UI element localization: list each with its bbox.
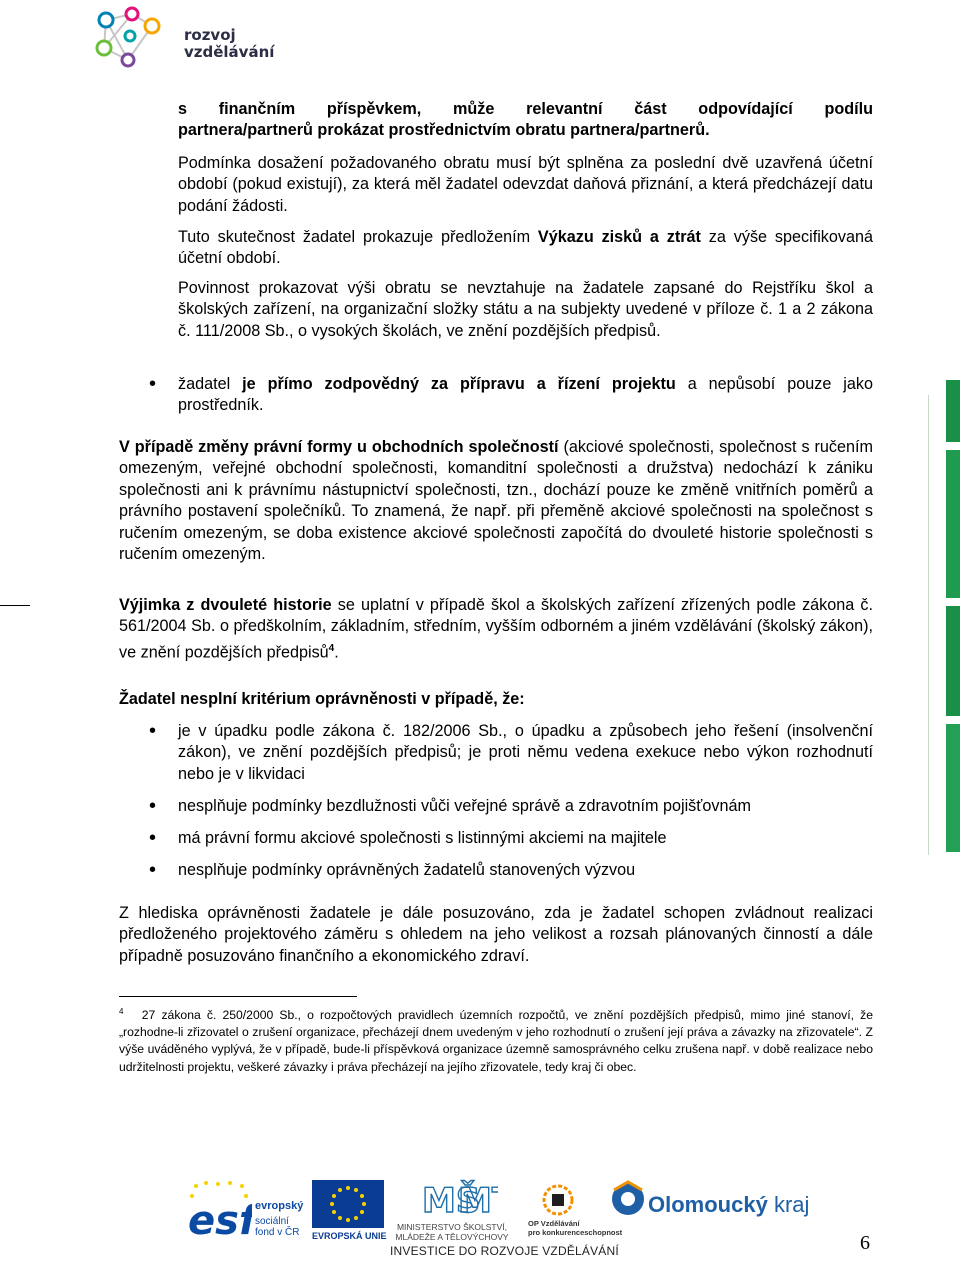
msmt-logo: [418, 1178, 498, 1220]
esf-text: [255, 1200, 303, 1212]
logo-line-rozvoj: rozvoj: [184, 26, 236, 44]
green-side-bar: [946, 724, 960, 852]
bullet-dot: •: [149, 859, 157, 881]
msmt-icon: [418, 1178, 498, 1220]
kraj-word: kraj: [773, 1192, 810, 1217]
op-text: [528, 1219, 622, 1237]
msmt-line-2: MLÁDEŽE A TĚLOVÝCHOVY: [395, 1232, 509, 1242]
paragraph-5-text-c: při přeměně akciové společnosti na společnost s ručením omezeným, se doba existence akciové společnosti započítá do dvouleté historie společnosti s ručením omezeným.: [119, 502, 874, 564]
olomoucky-kraj-icon: [610, 1180, 646, 1218]
eu-stars-icon: [312, 1180, 384, 1228]
paragraph-4-text-a: Povinnost prokazovat výši obratu se nevztahuje na žadatele zapsané do Rejstříku škol a školských zařízení, na organizační složky státu a na subjekty uvedené v příloze č. 1 a 2 zákona č. 111/2008 Sb.: [178, 279, 873, 340]
criteria-heading: Žadatel nesplní kritérium oprávněnosti v případě, že:: [119, 690, 525, 708]
op-logo: [536, 1182, 580, 1218]
footnote-text: 27 zákona č. 250/2000 Sb., o rozpočtových pravidlech územních rozpočtů, ve znění pozdějších předpisů, mimo jiné stanoví, že „rozhodne-li zřizovatel o zrušení organizace, přecházejí dnem uvedeným v jeho rozhodnutí o zrušení její práva a závazky na zřizovatele“. Z výše uváděného vyplývá, že v případě, bude-li příspěvková organizace územně samosprávného celku zrušena např. v době realizace nebo udržitelnosti projektu, veškeré závazky i práva přecházejí na jejího zřizovatele, tedy kraj či obec.: [119, 1008, 873, 1074]
bullet-text-bold: je přímo zodpovědný za přípravu a řízení projektu: [242, 375, 676, 393]
svg-text:MT: M: [458, 1181, 492, 1220]
investice-tagline: INVESTICE DO ROZVOJE VZDĚLÁVÁNÍ: [390, 1244, 619, 1258]
paragraph-2: Podmínka dosažení požadovaného obratu musí být splněna za poslední dvě uzavřená účetní období (pokud existují), za která měl žadatel odevzdat daňová přiznání, a která předcházejí datu podání žádosti.: [178, 154, 873, 215]
paragraph-1-line-2: partnera/partnerů prokázat prostřednictvím obratu partnera/partnerů.: [178, 121, 710, 139]
esf-icon: [186, 1180, 252, 1240]
op-icon: [536, 1182, 580, 1218]
bullet-dot: •: [149, 827, 157, 849]
op-line-2: pro konkurenceschopnost: [528, 1228, 623, 1237]
bullet-dot: •: [149, 720, 157, 742]
list-item: nesplňuje podmínky oprávněných žadatelů stanovených výzvou: [178, 861, 636, 879]
olomoucky-logo-mark: [610, 1180, 646, 1218]
green-side-bar: [946, 606, 960, 716]
bullet-text-a: žadatel: [178, 375, 243, 393]
op-line-1: OP Vzdělávání: [528, 1219, 580, 1228]
paragraph-7: Z hlediska oprávněnosti žadatele je dále posuzováno, zda je žadatel schopen zvládnout realizaci předloženého projektového záměru s ohledem na jeho velikost a rozsah plánovaných činností a dále případně posuzováno finančního a ekonomického zdraví.: [119, 904, 873, 965]
paragraph-6: [119, 595, 873, 664]
paragraph-5-text-b: (akciové společnosti, společnost s ručením omezeným, veřejné obchodní společnosti, komanditní společnosti a družstva) nedochází k zániku společnosti ani k právnímu nástupnictví společnosti, tzn., dochází pouze ke změně vnitřních poměrů a právního postavení společníků. To znamená, že např.: [119, 438, 874, 521]
page-number: 6: [860, 1232, 870, 1254]
network-logo-icon: [92, 6, 172, 68]
green-side-bar: [946, 380, 960, 442]
list-item: je v úpadku podle zákona č. 182/2006 Sb., o úpadku a způsobech jeho řešení (insolvenční zákon), ve znění pozdějších předpisů; je proti němu vedena exekuce nebo výkon rozhodnutí nebo je v likvidaci: [178, 722, 873, 783]
paragraph-3-text-a: Tuto skutečnost žadatel prokazuje předložením: [178, 228, 538, 246]
esf-line-3: fond v ČR: [255, 1227, 300, 1238]
green-side-bar: [946, 450, 960, 598]
paragraph-4: [178, 278, 873, 342]
eu-text: EVROPSKÁ UNIE: [312, 1231, 387, 1241]
footnote-separator: [119, 996, 357, 997]
paragraph-5-bold: V případě změny právní formy u obchodních společností: [119, 438, 559, 456]
svg-text:esf: esf: [188, 1198, 252, 1240]
svg-text:MŠ: MŠ: [422, 1181, 481, 1220]
eu-flag: [312, 1180, 384, 1228]
paragraph-3: [178, 227, 873, 270]
paragraph-5: [119, 437, 873, 565]
side-thin-line: [928, 395, 929, 855]
paragraph-6-bold: Výjimka z dvouleté historie: [119, 596, 332, 614]
esf-line-2: sociální: [255, 1216, 289, 1227]
rozvoj-vzdelavani-logo: [92, 6, 172, 68]
paragraph-1-line-1: s finančním příspěvkem, může relevantní část odpovídající podílu: [178, 100, 873, 118]
esf-logo: [186, 1180, 252, 1240]
msmt-text: [390, 1222, 514, 1242]
paragraph-3-bold: Výkazu zisků a ztrát: [537, 228, 701, 246]
bullet-dot: •: [149, 795, 157, 817]
paragraph-6-text-b: se uplatní v případě škol a školských zařízení zřízených podle zákona č. 561/2004 Sb.: [119, 596, 873, 636]
paragraph-6-text-d: .: [334, 643, 339, 662]
margin-mark: [0, 605, 30, 606]
paragraph-4-text-b: , o vysokých školách, ve znění pozdějších předpisů.: [289, 321, 661, 340]
list-item: má právní formu akciové společnosti s listinnými akciemi na majitele: [178, 829, 667, 847]
bullet-text-c: a nepůsobí pouze jako prostředník.: [178, 375, 873, 415]
list-item: nesplňuje podmínky bezdlužnosti vůči veřejné správě a zdravotním pojišťovnám: [178, 797, 751, 815]
paragraph-3-text-c: za výše specifikovaná účetní období.: [178, 228, 873, 268]
olomoucky-word: Olomoucký: [648, 1192, 768, 1217]
olomoucky-text: [648, 1192, 809, 1218]
bullet-item-zadatel: [178, 374, 873, 417]
footnote-number: 4: [119, 1007, 124, 1016]
msmt-line-1: MINISTERSTVO ŠKOLSTVÍ,: [396, 1222, 508, 1232]
esf-text-2: [255, 1216, 299, 1238]
bullet-dot: •: [149, 373, 157, 395]
esf-line-1: evropský: [255, 1200, 304, 1212]
paragraph-6-text-c: o předškolním, základním, středním, vyšším odborném a jiném vzdělávání (školský zákon), ve znění pozdějších předpisů: [119, 617, 873, 662]
footnote: [119, 1003, 873, 1076]
logo-line-vzdelavani: vzdělávání: [184, 43, 275, 61]
footnote-ref: 4: [328, 642, 335, 654]
